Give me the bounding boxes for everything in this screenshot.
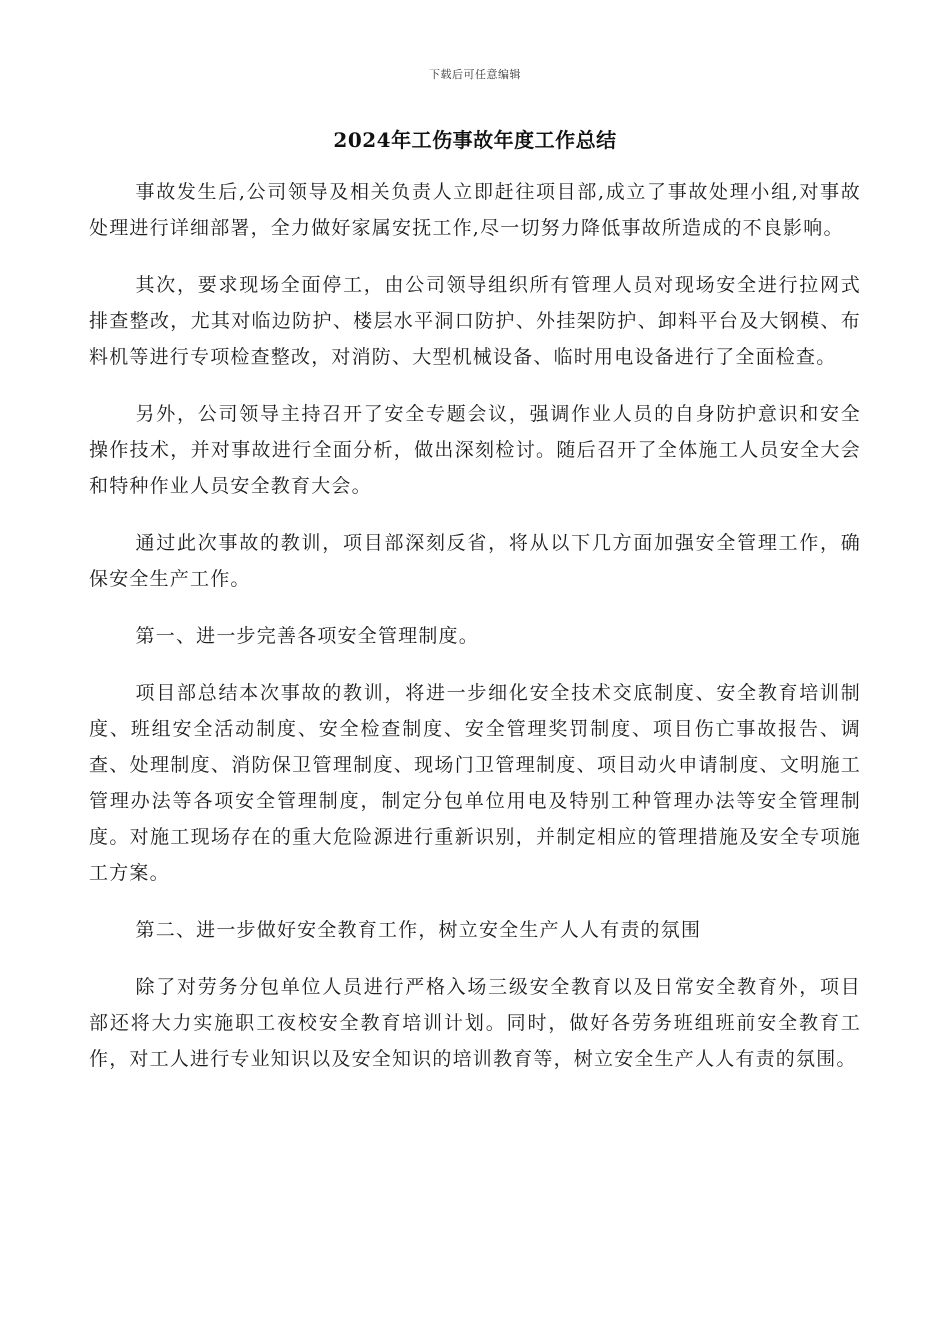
document-body [89, 174, 861, 1098]
paragraph-safety-meeting: 另外，公司领导主持召开了安全专题会议，强调作业人员的自身防护意识和安全操作技术，并对事故进行全面分析，做出深刻检讨。随后召开了全体施工人员安全大会和特种作业人员安全教育大会。 [89, 403, 861, 497]
paragraph-site-inspection: 其次，要求现场全面停工，由公司领导组织所有管理人员对现场安全进行拉网式排查整改，尤其对临边防护、楼层水平洞口防护、外挂架防护、卸料平台及大钢模、布料机等进行专项检查整改，对消防、大型机械设备、临时用电设备进行了全面检查。 [89, 274, 861, 368]
paragraph-aftermath: 事故发生后,公司领导及相关负责人立即赶往项目部,成立了事故处理小组,对事故处理进行详细部署，全力做好家属安抚工作,尽一切努力降低事故所造成的不良影响。 [89, 181, 861, 239]
paragraph-management-system: 项目部总结本次事故的教训，将进一步细化安全技术交底制度、安全教育培训制度、班组安全活动制度、安全检查制度、安全管理奖罚制度、项目伤亡事故报告、调查、处理制度、消防保卫管理制度、现场门卫管理制度、项目动火申请制度、文明施工管理办法等各项安全管理制度，制定分包单位用电及特别工种管理办法等安全管理制度。对施工现场存在的重大危险源进行重新识别，并制定相应的管理措施及安全专项施工方案。 [89, 682, 861, 884]
paragraph-lessons: 通过此次事故的教训，项目部深刻反省，将从以下几方面加强安全管理工作，确保安全生产工作。 [89, 532, 861, 590]
paragraph-safety-education: 除了对劳务分包单位人员进行严格入场三级安全教育以及日常安全教育外，项目部还将大力实施职工夜校安全教育培训计划。同时，做好各劳务班组班前安全教育工作，对工人进行专业知识以及安全知识的培训教育等，树立安全生产人人有责的氛围。 [89, 976, 861, 1070]
section-heading-second: 第二、进一步做好安全教育工作，树立安全生产人人有责的氛围 [135, 919, 702, 941]
section-heading-first: 第一、进一步完善各项安全管理制度。 [135, 625, 479, 647]
document-title: 2024年工伤事故年度工作总结 [333, 128, 617, 152]
header-note: 下载后可任意编辑 [429, 68, 521, 81]
